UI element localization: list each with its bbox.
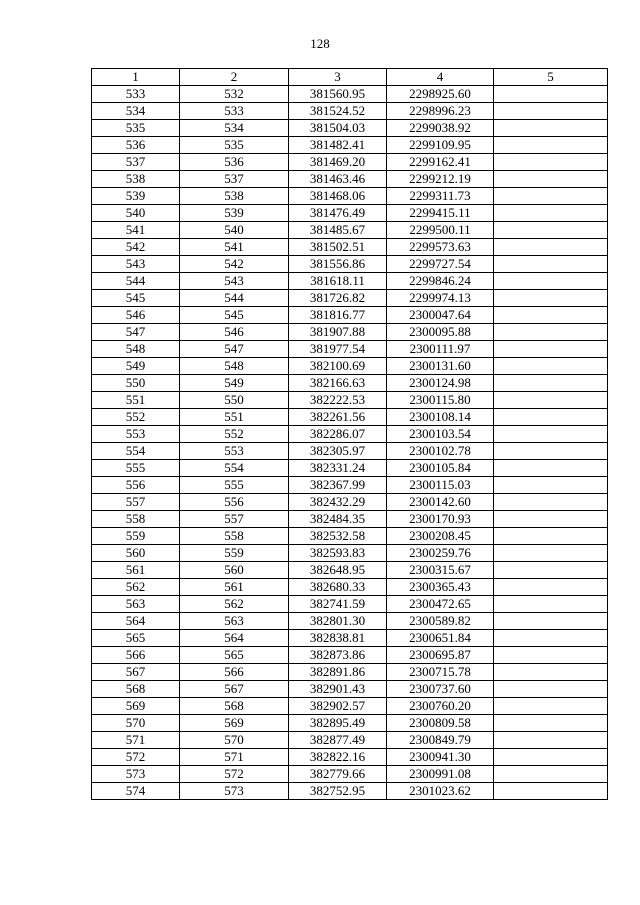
point-number-cell: 537 bbox=[92, 154, 180, 171]
table-row bbox=[92, 647, 608, 664]
header-col-1: 1 bbox=[92, 69, 180, 86]
notes-cell bbox=[494, 647, 608, 664]
from-point-cell: 540 bbox=[180, 222, 289, 239]
notes-cell bbox=[494, 120, 608, 137]
notes-cell bbox=[494, 375, 608, 392]
y-coordinate-cell: 2300941.30 bbox=[387, 749, 494, 766]
y-coordinate-cell: 2299727.54 bbox=[387, 256, 494, 273]
table-row bbox=[92, 783, 608, 800]
x-coordinate-cell: 381476.49 bbox=[289, 205, 387, 222]
x-coordinate-cell: 382822.16 bbox=[289, 749, 387, 766]
from-point-cell: 568 bbox=[180, 698, 289, 715]
point-number-cell: 571 bbox=[92, 732, 180, 749]
table-row bbox=[92, 409, 608, 426]
point-number-cell: 534 bbox=[92, 103, 180, 120]
from-point-cell: 532 bbox=[180, 86, 289, 103]
table-row bbox=[92, 732, 608, 749]
point-number-cell: 548 bbox=[92, 341, 180, 358]
from-point-cell: 554 bbox=[180, 460, 289, 477]
x-coordinate-cell: 382100.69 bbox=[289, 358, 387, 375]
from-point-cell: 564 bbox=[180, 630, 289, 647]
y-coordinate-cell: 2300208.45 bbox=[387, 528, 494, 545]
x-coordinate-cell: 382648.95 bbox=[289, 562, 387, 579]
table-row bbox=[92, 290, 608, 307]
point-number-cell: 552 bbox=[92, 409, 180, 426]
table-row bbox=[92, 375, 608, 392]
x-coordinate-cell: 382484.35 bbox=[289, 511, 387, 528]
coordinates-table bbox=[91, 68, 608, 800]
notes-cell bbox=[494, 103, 608, 120]
table-row bbox=[92, 120, 608, 137]
x-coordinate-cell: 381618.11 bbox=[289, 273, 387, 290]
table-row bbox=[92, 477, 608, 494]
from-point-cell: 562 bbox=[180, 596, 289, 613]
notes-cell bbox=[494, 171, 608, 188]
table-row bbox=[92, 545, 608, 562]
table-row bbox=[92, 86, 608, 103]
notes-cell bbox=[494, 545, 608, 562]
table-row bbox=[92, 307, 608, 324]
y-coordinate-cell: 2300849.79 bbox=[387, 732, 494, 749]
from-point-cell: 533 bbox=[180, 103, 289, 120]
y-coordinate-cell: 2300651.84 bbox=[387, 630, 494, 647]
point-number-cell: 572 bbox=[92, 749, 180, 766]
table-row bbox=[92, 579, 608, 596]
point-number-cell: 559 bbox=[92, 528, 180, 545]
notes-cell bbox=[494, 460, 608, 477]
x-coordinate-cell: 381816.77 bbox=[289, 307, 387, 324]
y-coordinate-cell: 2300472.65 bbox=[387, 596, 494, 613]
from-point-cell: 545 bbox=[180, 307, 289, 324]
from-point-cell: 535 bbox=[180, 137, 289, 154]
table-body bbox=[92, 86, 608, 800]
header-col-5: 5 bbox=[494, 69, 608, 86]
table-row bbox=[92, 613, 608, 630]
notes-cell bbox=[494, 579, 608, 596]
y-coordinate-cell: 2300142.60 bbox=[387, 494, 494, 511]
x-coordinate-cell: 382873.86 bbox=[289, 647, 387, 664]
y-coordinate-cell: 2301023.62 bbox=[387, 783, 494, 800]
y-coordinate-cell: 2300111.97 bbox=[387, 341, 494, 358]
point-number-cell: 563 bbox=[92, 596, 180, 613]
from-point-cell: 556 bbox=[180, 494, 289, 511]
notes-cell bbox=[494, 273, 608, 290]
x-coordinate-cell: 382741.59 bbox=[289, 596, 387, 613]
notes-cell bbox=[494, 341, 608, 358]
from-point-cell: 548 bbox=[180, 358, 289, 375]
from-point-cell: 542 bbox=[180, 256, 289, 273]
x-coordinate-cell: 381469.20 bbox=[289, 154, 387, 171]
point-number-cell: 566 bbox=[92, 647, 180, 664]
from-point-cell: 543 bbox=[180, 273, 289, 290]
table-row bbox=[92, 630, 608, 647]
y-coordinate-cell: 2300170.93 bbox=[387, 511, 494, 528]
table-row bbox=[92, 392, 608, 409]
table-row bbox=[92, 494, 608, 511]
from-point-cell: 536 bbox=[180, 154, 289, 171]
from-point-cell: 566 bbox=[180, 664, 289, 681]
y-coordinate-cell: 2299038.92 bbox=[387, 120, 494, 137]
notes-cell bbox=[494, 732, 608, 749]
y-coordinate-cell: 2300103.54 bbox=[387, 426, 494, 443]
point-number-cell: 556 bbox=[92, 477, 180, 494]
notes-cell bbox=[494, 613, 608, 630]
point-number-cell: 535 bbox=[92, 120, 180, 137]
x-coordinate-cell: 381463.46 bbox=[289, 171, 387, 188]
from-point-cell: 550 bbox=[180, 392, 289, 409]
notes-cell bbox=[494, 477, 608, 494]
notes-cell bbox=[494, 681, 608, 698]
x-coordinate-cell: 381468.06 bbox=[289, 188, 387, 205]
y-coordinate-cell: 2299311.73 bbox=[387, 188, 494, 205]
from-point-cell: 558 bbox=[180, 528, 289, 545]
notes-cell bbox=[494, 290, 608, 307]
point-number-cell: 573 bbox=[92, 766, 180, 783]
x-coordinate-cell: 382752.95 bbox=[289, 783, 387, 800]
notes-cell bbox=[494, 443, 608, 460]
y-coordinate-cell: 2300108.14 bbox=[387, 409, 494, 426]
from-point-cell: 557 bbox=[180, 511, 289, 528]
y-coordinate-cell: 2300991.08 bbox=[387, 766, 494, 783]
x-coordinate-cell: 382779.66 bbox=[289, 766, 387, 783]
from-point-cell: 560 bbox=[180, 562, 289, 579]
table-row bbox=[92, 222, 608, 239]
point-number-cell: 564 bbox=[92, 613, 180, 630]
y-coordinate-cell: 2300715.78 bbox=[387, 664, 494, 681]
x-coordinate-cell: 382801.30 bbox=[289, 613, 387, 630]
point-number-cell: 538 bbox=[92, 171, 180, 188]
y-coordinate-cell: 2299974.13 bbox=[387, 290, 494, 307]
y-coordinate-cell: 2300737.60 bbox=[387, 681, 494, 698]
table-row bbox=[92, 460, 608, 477]
table-row bbox=[92, 715, 608, 732]
x-coordinate-cell: 381502.51 bbox=[289, 239, 387, 256]
notes-cell bbox=[494, 562, 608, 579]
x-coordinate-cell: 382432.29 bbox=[289, 494, 387, 511]
x-coordinate-cell: 382901.43 bbox=[289, 681, 387, 698]
point-number-cell: 557 bbox=[92, 494, 180, 511]
table-row bbox=[92, 341, 608, 358]
point-number-cell: 544 bbox=[92, 273, 180, 290]
from-point-cell: 541 bbox=[180, 239, 289, 256]
table-row bbox=[92, 681, 608, 698]
header-row bbox=[92, 69, 608, 86]
notes-cell bbox=[494, 205, 608, 222]
table-row bbox=[92, 426, 608, 443]
point-number-cell: 549 bbox=[92, 358, 180, 375]
point-number-cell: 569 bbox=[92, 698, 180, 715]
from-point-cell: 555 bbox=[180, 477, 289, 494]
notes-cell bbox=[494, 511, 608, 528]
from-point-cell: 538 bbox=[180, 188, 289, 205]
table-row bbox=[92, 664, 608, 681]
table-row bbox=[92, 273, 608, 290]
point-number-cell: 554 bbox=[92, 443, 180, 460]
from-point-cell: 551 bbox=[180, 409, 289, 426]
x-coordinate-cell: 382895.49 bbox=[289, 715, 387, 732]
x-coordinate-cell: 381504.03 bbox=[289, 120, 387, 137]
notes-cell bbox=[494, 137, 608, 154]
notes-cell bbox=[494, 324, 608, 341]
table-header bbox=[92, 69, 608, 86]
y-coordinate-cell: 2299573.63 bbox=[387, 239, 494, 256]
table-row bbox=[92, 188, 608, 205]
table-row bbox=[92, 358, 608, 375]
table-row bbox=[92, 443, 608, 460]
point-number-cell: 541 bbox=[92, 222, 180, 239]
notes-cell bbox=[494, 256, 608, 273]
x-coordinate-cell: 382286.07 bbox=[289, 426, 387, 443]
table-row bbox=[92, 324, 608, 341]
notes-cell bbox=[494, 307, 608, 324]
point-number-cell: 542 bbox=[92, 239, 180, 256]
y-coordinate-cell: 2299846.24 bbox=[387, 273, 494, 290]
from-point-cell: 565 bbox=[180, 647, 289, 664]
y-coordinate-cell: 2300365.43 bbox=[387, 579, 494, 596]
notes-cell bbox=[494, 596, 608, 613]
y-coordinate-cell: 2300131.60 bbox=[387, 358, 494, 375]
y-coordinate-cell: 2300259.76 bbox=[387, 545, 494, 562]
point-number-cell: 547 bbox=[92, 324, 180, 341]
y-coordinate-cell: 2298925.60 bbox=[387, 86, 494, 103]
table-row bbox=[92, 239, 608, 256]
y-coordinate-cell: 2300760.20 bbox=[387, 698, 494, 715]
from-point-cell: 561 bbox=[180, 579, 289, 596]
notes-cell bbox=[494, 528, 608, 545]
x-coordinate-cell: 381977.54 bbox=[289, 341, 387, 358]
table-row bbox=[92, 528, 608, 545]
point-number-cell: 539 bbox=[92, 188, 180, 205]
x-coordinate-cell: 382166.63 bbox=[289, 375, 387, 392]
point-number-cell: 553 bbox=[92, 426, 180, 443]
point-number-cell: 536 bbox=[92, 137, 180, 154]
point-number-cell: 560 bbox=[92, 545, 180, 562]
from-point-cell: 552 bbox=[180, 426, 289, 443]
y-coordinate-cell: 2298996.23 bbox=[387, 103, 494, 120]
table-row bbox=[92, 256, 608, 273]
notes-cell bbox=[494, 222, 608, 239]
notes-cell bbox=[494, 630, 608, 647]
y-coordinate-cell: 2300095.88 bbox=[387, 324, 494, 341]
point-number-cell: 533 bbox=[92, 86, 180, 103]
from-point-cell: 547 bbox=[180, 341, 289, 358]
y-coordinate-cell: 2300124.98 bbox=[387, 375, 494, 392]
from-point-cell: 537 bbox=[180, 171, 289, 188]
header-col-3: 3 bbox=[289, 69, 387, 86]
point-number-cell: 540 bbox=[92, 205, 180, 222]
y-coordinate-cell: 2299500.11 bbox=[387, 222, 494, 239]
y-coordinate-cell: 2300315.67 bbox=[387, 562, 494, 579]
y-coordinate-cell: 2300589.82 bbox=[387, 613, 494, 630]
header-col-4: 4 bbox=[387, 69, 494, 86]
notes-cell bbox=[494, 86, 608, 103]
y-coordinate-cell: 2299162.41 bbox=[387, 154, 494, 171]
table-row bbox=[92, 511, 608, 528]
point-number-cell: 574 bbox=[92, 783, 180, 800]
x-coordinate-cell: 382532.58 bbox=[289, 528, 387, 545]
point-number-cell: 546 bbox=[92, 307, 180, 324]
table-row bbox=[92, 698, 608, 715]
point-number-cell: 570 bbox=[92, 715, 180, 732]
x-coordinate-cell: 382877.49 bbox=[289, 732, 387, 749]
from-point-cell: 573 bbox=[180, 783, 289, 800]
notes-cell bbox=[494, 698, 608, 715]
y-coordinate-cell: 2299415.11 bbox=[387, 205, 494, 222]
notes-cell bbox=[494, 409, 608, 426]
point-number-cell: 543 bbox=[92, 256, 180, 273]
notes-cell bbox=[494, 426, 608, 443]
y-coordinate-cell: 2299212.19 bbox=[387, 171, 494, 188]
table-row bbox=[92, 562, 608, 579]
from-point-cell: 544 bbox=[180, 290, 289, 307]
from-point-cell: 546 bbox=[180, 324, 289, 341]
x-coordinate-cell: 382680.33 bbox=[289, 579, 387, 596]
notes-cell bbox=[494, 749, 608, 766]
x-coordinate-cell: 382902.57 bbox=[289, 698, 387, 715]
y-coordinate-cell: 2300105.84 bbox=[387, 460, 494, 477]
from-point-cell: 569 bbox=[180, 715, 289, 732]
y-coordinate-cell: 2299109.95 bbox=[387, 137, 494, 154]
x-coordinate-cell: 382331.24 bbox=[289, 460, 387, 477]
y-coordinate-cell: 2300047.64 bbox=[387, 307, 494, 324]
point-number-cell: 565 bbox=[92, 630, 180, 647]
x-coordinate-cell: 381560.95 bbox=[289, 86, 387, 103]
y-coordinate-cell: 2300102.78 bbox=[387, 443, 494, 460]
notes-cell bbox=[494, 715, 608, 732]
x-coordinate-cell: 382261.56 bbox=[289, 409, 387, 426]
from-point-cell: 567 bbox=[180, 681, 289, 698]
table-row bbox=[92, 749, 608, 766]
notes-cell bbox=[494, 494, 608, 511]
from-point-cell: 572 bbox=[180, 766, 289, 783]
point-number-cell: 545 bbox=[92, 290, 180, 307]
table-row bbox=[92, 154, 608, 171]
table-row bbox=[92, 205, 608, 222]
from-point-cell: 553 bbox=[180, 443, 289, 460]
x-coordinate-cell: 381485.67 bbox=[289, 222, 387, 239]
notes-cell bbox=[494, 188, 608, 205]
point-number-cell: 567 bbox=[92, 664, 180, 681]
y-coordinate-cell: 2300809.58 bbox=[387, 715, 494, 732]
y-coordinate-cell: 2300115.03 bbox=[387, 477, 494, 494]
y-coordinate-cell: 2300695.87 bbox=[387, 647, 494, 664]
point-number-cell: 551 bbox=[92, 392, 180, 409]
point-number-cell: 550 bbox=[92, 375, 180, 392]
from-point-cell: 549 bbox=[180, 375, 289, 392]
x-coordinate-cell: 381524.52 bbox=[289, 103, 387, 120]
from-point-cell: 571 bbox=[180, 749, 289, 766]
notes-cell bbox=[494, 766, 608, 783]
page-number: 128 bbox=[310, 36, 330, 51]
x-coordinate-cell: 381907.88 bbox=[289, 324, 387, 341]
notes-cell bbox=[494, 358, 608, 375]
x-coordinate-cell: 382891.86 bbox=[289, 664, 387, 681]
x-coordinate-cell: 382367.99 bbox=[289, 477, 387, 494]
from-point-cell: 534 bbox=[180, 120, 289, 137]
point-number-cell: 558 bbox=[92, 511, 180, 528]
point-number-cell: 561 bbox=[92, 562, 180, 579]
from-point-cell: 539 bbox=[180, 205, 289, 222]
x-coordinate-cell: 382222.53 bbox=[289, 392, 387, 409]
notes-cell bbox=[494, 239, 608, 256]
from-point-cell: 570 bbox=[180, 732, 289, 749]
table-row bbox=[92, 171, 608, 188]
x-coordinate-cell: 382838.81 bbox=[289, 630, 387, 647]
x-coordinate-cell: 382305.97 bbox=[289, 443, 387, 460]
table-row bbox=[92, 596, 608, 613]
header-col-2: 2 bbox=[180, 69, 289, 86]
table-row bbox=[92, 766, 608, 783]
x-coordinate-cell: 381482.41 bbox=[289, 137, 387, 154]
x-coordinate-cell: 381726.82 bbox=[289, 290, 387, 307]
table-row bbox=[92, 137, 608, 154]
notes-cell bbox=[494, 392, 608, 409]
notes-cell bbox=[494, 154, 608, 171]
notes-cell bbox=[494, 783, 608, 800]
point-number-cell: 568 bbox=[92, 681, 180, 698]
notes-cell bbox=[494, 664, 608, 681]
point-number-cell: 562 bbox=[92, 579, 180, 596]
from-point-cell: 563 bbox=[180, 613, 289, 630]
point-number-cell: 555 bbox=[92, 460, 180, 477]
x-coordinate-cell: 382593.83 bbox=[289, 545, 387, 562]
table-row bbox=[92, 103, 608, 120]
y-coordinate-cell: 2300115.80 bbox=[387, 392, 494, 409]
from-point-cell: 559 bbox=[180, 545, 289, 562]
x-coordinate-cell: 381556.86 bbox=[289, 256, 387, 273]
